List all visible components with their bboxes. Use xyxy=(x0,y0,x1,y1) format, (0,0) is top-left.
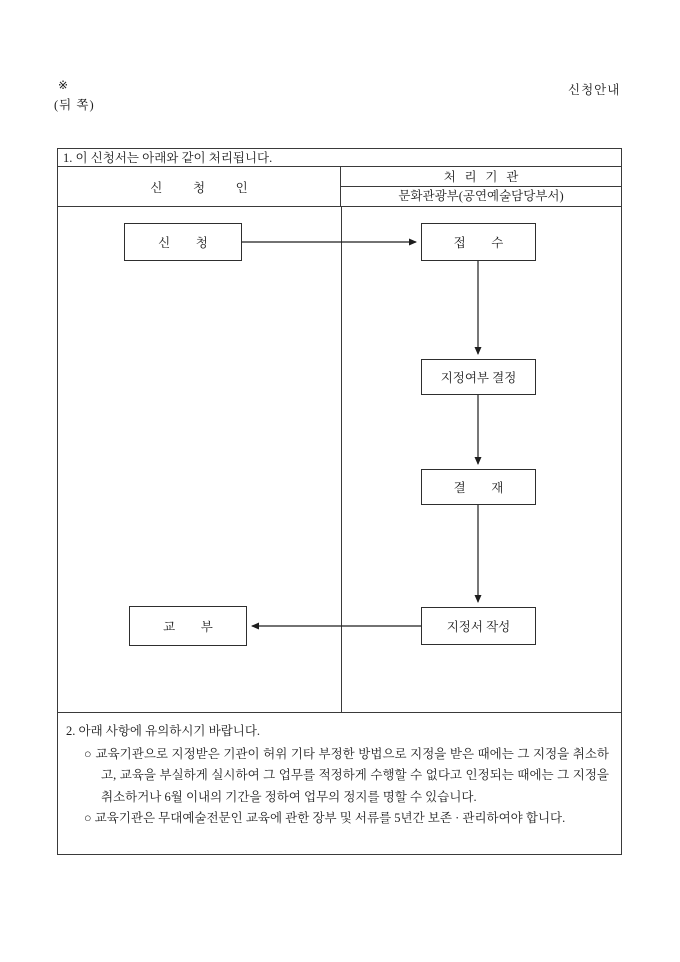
agency-department-label: 문화관광부(공연예술담당부서) xyxy=(398,189,564,203)
column-divider-line xyxy=(341,207,342,712)
flow-node-apply: 신 청 xyxy=(124,223,242,261)
notes-heading: 2. 아래 사항에 유의하시기 바랍니다. xyxy=(66,724,261,738)
back-side-label: (뒤 쪽) xyxy=(54,98,95,112)
agency-header-label: 처 리 기 관 xyxy=(341,167,621,187)
reference-mark: ※ xyxy=(58,78,69,92)
process-title: 1. 이 신청서는 아래와 같이 처리됩니다. xyxy=(58,149,621,167)
agency-column-header xyxy=(341,167,621,206)
flow-node-certificate: 지정서 작성 xyxy=(421,607,536,645)
flow-node-issue: 교 부 xyxy=(129,606,247,646)
note-item-1: ○ 교육기관으로 지정받은 기관이 허위 기타 부정한 방법으로 지정을 받은 때에는 그 지정을 취소하고, 교육을 부실하게 실시하여 그 업무를 적정하게 수행할 수 없다고 인정되는 때에는 그 지정을 취소하거나 6월 이내의 기간을 정하여 업무의 정지를 명할 수 있습니다. xyxy=(84,746,609,804)
flowchart-area xyxy=(58,207,621,712)
process-table xyxy=(57,148,622,855)
flow-node-receive: 접 수 xyxy=(421,223,536,261)
application-guide-label: 신청안내 xyxy=(568,83,621,97)
flow-node-decision: 지정여부 결정 xyxy=(421,359,536,395)
column-headers xyxy=(58,167,621,207)
note-item-2: ○ 교육기관은 무대예술전문인 교육에 관한 장부 및 서류를 5년간 보존 · 관리하여야 합니다. xyxy=(84,811,566,825)
notes-section xyxy=(58,712,621,856)
applicant-column-header: 신 청 인 xyxy=(58,167,341,206)
flow-node-approval: 결 재 xyxy=(421,469,536,505)
